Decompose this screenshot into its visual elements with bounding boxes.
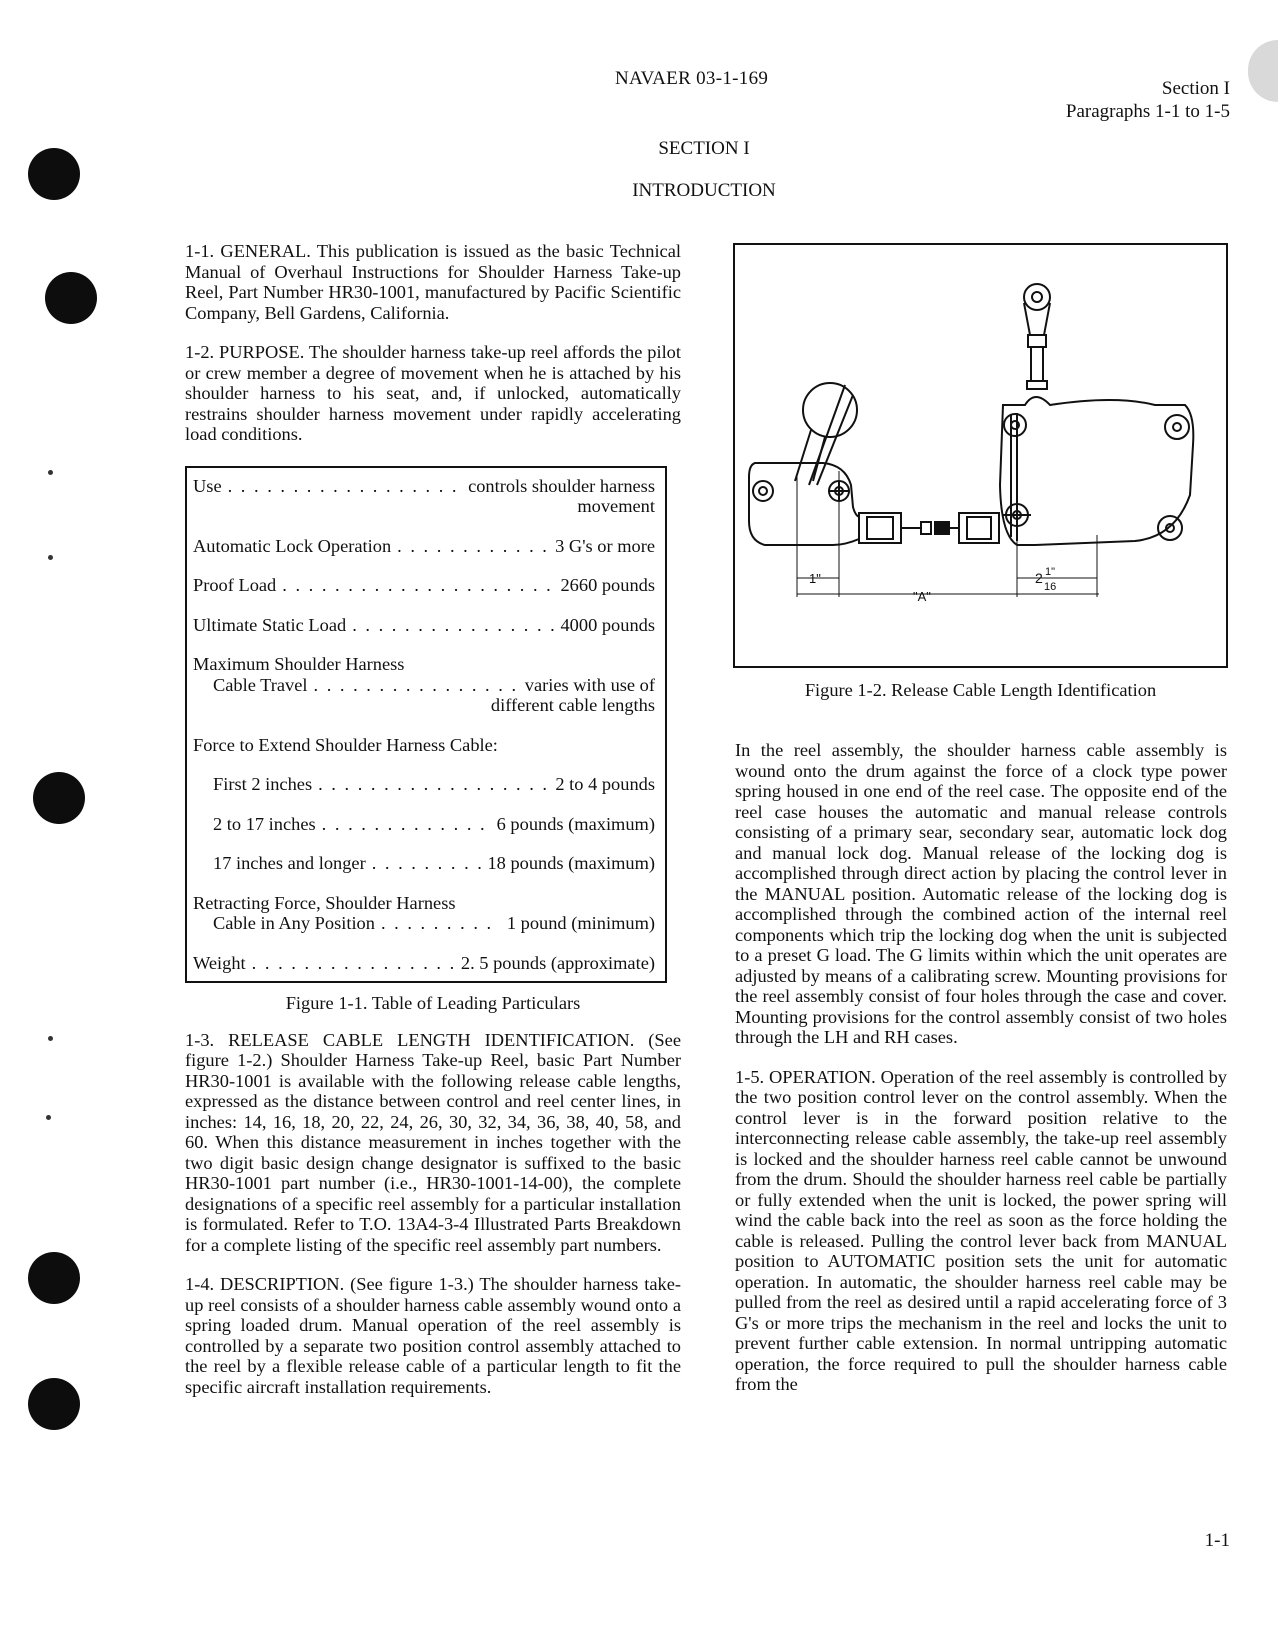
page-number: 1-1 [1204,1530,1230,1551]
margin-dot [48,470,53,475]
row-label: Weight [193,952,246,973]
row-label: Proof Load [193,575,277,595]
section-heading: INTRODUCTION [632,180,776,201]
binder-hole-4 [28,1252,80,1304]
table-row [193,615,655,636]
row-value: 6 pounds (maximum) [496,813,655,834]
table-row [193,913,655,934]
leader-dots [372,853,482,874]
leader-dots [228,476,462,497]
row-label: Maximum Shoulder Harness [193,654,405,674]
row-value: 2. 5 pounds (approximate) [460,952,655,973]
leader-dots [252,953,455,974]
row-label: 17 inches and longer [213,853,366,873]
table-row [193,536,655,557]
row-label: Automatic Lock Operation [193,535,392,556]
table-row [193,814,655,835]
leader-dots [381,913,501,934]
row-value: 4000 pounds [560,614,655,635]
row-label: Use [193,475,222,496]
paragraphs-label: Paragraphs 1-1 to 1-5 [1065,101,1230,122]
leader-dots [314,675,519,696]
paragraph-1-3: 1-3. RELEASE CABLE LENGTH IDENTIFICATION. (See figure 1-2.) Shoulder Harness Take-up Reel, basic Part Number HR30-1001 is available with the following release cable lengths, expressed as the distance between control and reel center lines, in inches: 14, 16, 18, 20, 22, 24, 26, 30, 32, 34, 36, 38, 40, 58, and 60. When this distance measurement in inches together with the two digit basic design change designator is suffixed to the basic HR30-1001 part number (i.e., HR30-1001-14-00), the complete designations of a specific reel assembly for a particular installation is formulated. Refer to T.O. 13A4-3-4 Illustrated Parts Breakdown for a complete listing of the specific reel assembly part numbers. [185,1029,681,1255]
left-column [185,241,681,1397]
row-value-continued: different cable lengths [490,695,655,715]
dimension-one-inch: 1" [809,571,821,586]
margin-dot [48,1036,53,1041]
page-tab [1248,40,1278,102]
leader-dots [352,615,554,636]
row-value: controls shoulder harness [468,475,655,496]
paragraph-1-4: 1-4. DESCRIPTION. (See figure 1-3.) The shoulder harness take-up reel consists of a shoulder harness cable assembly wound onto a spring loaded drum. Manual operation of the reel assembly is controlled by a separate two position control assembly attached to the reel by a flexible release cable of a particular length to fit the specific aircraft installation requirements. [185,1274,681,1397]
force-heading: Force to Extend Shoulder Harness Cable: [193,734,498,755]
table-row [193,575,655,596]
figure-1-2-frame [733,243,1228,668]
release-cable-drawing [735,245,1225,665]
binder-hole-2 [45,272,97,324]
section-title: SECTION I [658,138,750,159]
row-value: 2660 pounds [560,575,655,595]
table-row [193,853,655,874]
leader-dots [322,814,491,835]
table-row [193,675,655,696]
row-label: Cable in Any Position [213,913,375,933]
row-value: 1 pound (minimum) [506,913,655,933]
margin-dot [48,555,53,560]
section-label: Section I [1161,78,1230,99]
leader-dots [397,536,549,557]
row-label: Retracting Force, Shoulder Harness [193,892,456,913]
paragraph-1-1: 1-1. GENERAL. This publication is issued as the basic Technical Manual of Overhaul Instructions for Shoulder Harness Take-up Reel, Part Number HR30-1001, manufactured by Pacific Scientific Company, Bell Gardens, California. [185,241,681,323]
row-value: 3 G's or more [555,535,655,556]
row-value: 2 to 4 pounds [555,774,655,794]
dimension-whole: 2 [1035,570,1043,586]
binder-hole-5 [28,1378,80,1430]
row-value-continued: movement [577,496,655,516]
row-label: Cable Travel [213,674,308,695]
leading-particulars-table [185,466,667,984]
paragraph-reel-assembly: In the reel assembly, the shoulder harness cable assembly is wound onto the drum against the force of a clock type power spring housed in one end of the reel case. The opposite end of the reel case houses the automatic and manual release controls consisting of a primary sear, secondary sear, automatic lock dog and manual lock dog. Manual release of the locking dog is accomplished through direct action by placing the control lever in the MANUAL position. Automatic release of the locking dog is accomplished through the combined action of the internal reel components which trip the locking dog when the unit is subjected to a preset G load. The G limits within which the unit operates are adjusted by means of a calibrating screw. Mounting provisions for the reel assembly consist of four holes through the case and cover. Mounting provisions for the control assembly consist of two holes through the LH and RH cases. [735,740,1227,1047]
right-column [735,740,1227,1395]
row-label: 2 to 17 inches [213,813,316,834]
dimension-numerator: 1" [1045,566,1056,578]
figure-1-1-caption: Figure 1-1. Table of Leading Particulars [285,993,581,1013]
section-reference [1066,77,1230,123]
row-value: varies with use of [524,674,655,695]
paragraph-1-5: 1-5. OPERATION. Operation of the reel assembly is controlled by the two position control lever on the control assembly. When the control lever is in the forward position relative to the interconnecting release cable assembly, the take-up reel assembly is locked and the shoulder harness reel cable cannot be unwound from the drum. Should the shoulder harness reel cable be partially or fully extended when the unit is locked, the power spring will wind the cable back into the reel as soon as the force holding the cable is released. Pulling the control lever back from MANUAL position to AUTOMATIC position sets the unit for automatic operation. In automatic, the shoulder harness reel cable may be pulled from the reel as desired until a rapid accelerating force of 3 G's or more trips the mechanism in the reel and locks the unit to prevent further cable extension. In normal untripping automatic operation, the force required to pull the shoulder harness cable from the [735,1066,1227,1394]
margin-dot [46,1115,51,1120]
paragraph-1-2: 1-2. PURPOSE. The shoulder harness take-up reel affords the pilot or crew member a degree of movement when he is attached by his shoulder harness to his seat, and, if unlocked, automatically restrains shoulder harness movement under rapidly accelerating load conditions. [185,342,681,444]
doc-number: NAVAER 03-1-169 [615,68,769,89]
figure-1-2-caption: Figure 1-2. Release Cable Length Identification [804,680,1157,700]
row-value: 18 pounds (maximum) [487,853,655,873]
dimension-a: "A" [913,589,931,604]
table-row [193,953,655,974]
leader-dots [282,575,554,596]
dimension-denominator: 16 [1044,581,1057,593]
table-row [193,774,655,795]
row-label: First 2 inches [213,774,313,794]
table-row [193,476,655,497]
binder-hole-3 [33,772,85,824]
leader-dots [318,774,549,795]
row-label: Ultimate Static Load [193,614,347,635]
